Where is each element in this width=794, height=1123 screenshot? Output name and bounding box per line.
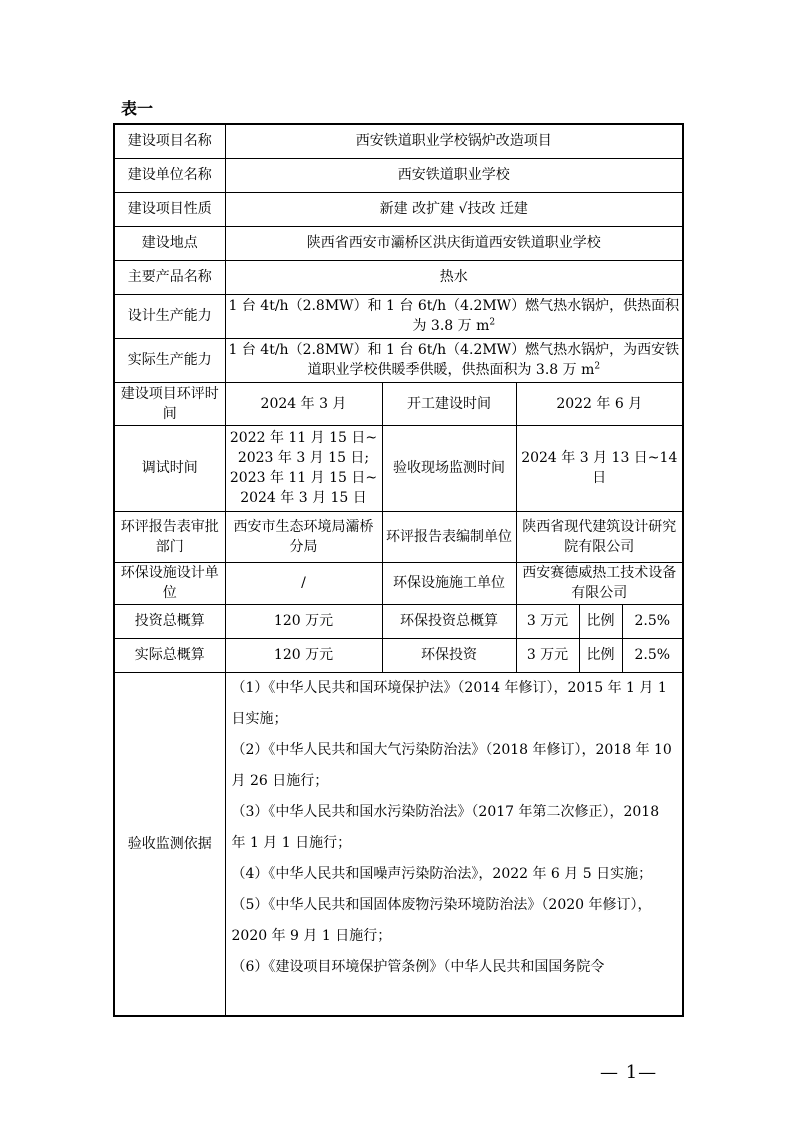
value-unit-name: 西安铁道职业学校 [225, 158, 683, 192]
value-investment: 120 万元 [225, 604, 382, 638]
label-design-capacity: 设计生产能力 [114, 294, 225, 338]
page-number: — 1— [600, 1062, 658, 1083]
label-actual-env-investment: 环保投资 [382, 638, 516, 672]
value-ratio: 2.5% [622, 604, 683, 638]
value-monitoring-time: 2024 年 3 月 13 日~14 日 [516, 425, 683, 511]
label-env-investment: 环保投资总概算 [382, 604, 516, 638]
label-investment: 投资总概算 [114, 604, 225, 638]
value-actual-ratio: 2.5% [622, 638, 683, 672]
row-facility [114, 562, 683, 604]
value-project-name: 西安铁道职业学校锅炉改造项目 [225, 124, 683, 158]
label-nature: 建设项目性质 [114, 192, 225, 226]
row-design-capacity [114, 294, 683, 338]
basis-item: （5）《中华人民共和国固体废物污染环境防治法》（2020 年修订），2020 年 9 月 1 日施行； [231, 896, 652, 944]
row-actual-investment [114, 638, 683, 672]
value-eia-time: 2024 年 3 月 [225, 382, 382, 425]
value-facility-design: / [225, 562, 382, 604]
label-ratio: 比例 [579, 604, 622, 638]
value-start-time: 2022 年 6 月 [516, 382, 683, 425]
value-env-investment: 3 万元 [516, 604, 579, 638]
value-basis [225, 672, 683, 1016]
actual-capacity-text: 1 台 4t/h（2.8MW）和 1 台 6t/h（4.2MW）燃气热水锅炉，为西安铁道职业学校供暖季供暖，供热面积为 3.8 万 m [228, 342, 680, 378]
row-debug-time [114, 425, 683, 511]
section-heading: 表一 [121, 99, 154, 118]
value-product: 热水 [225, 260, 683, 294]
value-report-unit: 陕西省现代建筑设计研究院有限公司 [516, 511, 683, 562]
value-actual-env-investment: 3 万元 [516, 638, 579, 672]
row-location [114, 226, 683, 260]
debug-time-line: 2022 年 11 月 15 日~ [229, 430, 378, 446]
value-facility-build: 西安赛德威热工技术设备有限公司 [516, 562, 683, 604]
value-actual-capacity [225, 338, 683, 382]
basis-item: （4）《中华人民共和国噪声污染防治法》，2022 年 6 月 5 日实施； [231, 865, 653, 882]
basis-item: （6）《建设项目环境保护管条例》（中华人民共和国国务院令 [231, 958, 605, 975]
row-project-name [114, 124, 683, 158]
value-design-capacity [225, 294, 683, 338]
value-actual-investment: 120 万元 [225, 638, 382, 672]
value-location: 陕西省西安市灞桥区洪庆街道西安铁道职业学校 [225, 226, 683, 260]
label-actual-capacity: 实际生产能力 [114, 338, 225, 382]
label-debug-time: 调试时间 [114, 425, 225, 511]
label-basis: 验收监测依据 [114, 672, 225, 1016]
basis-item: （3）《中华人民共和国水污染防治法》（2017 年第二次修正），2018 年 1 月 1 日施行； [231, 803, 660, 851]
row-investment [114, 604, 683, 638]
design-capacity-sup: 2 [489, 317, 496, 328]
label-facility-build: 环保设施施工单位 [382, 562, 516, 604]
label-approval-dept: 环评报告表审批部门 [114, 511, 225, 562]
row-approval [114, 511, 683, 562]
label-report-unit: 环评报告表编制单位 [382, 511, 516, 562]
basis-item: （1）《中华人民共和国环境保护法》（2014 年修订），2015 年 1 月 1 日实施； [231, 679, 667, 727]
label-monitoring-time: 验收现场监测时间 [382, 425, 516, 511]
value-approval-dept: 西安市生态环境局灞桥分局 [225, 511, 382, 562]
debug-time-line: 2023 年 11 月 15 日~ [229, 470, 378, 486]
row-unit-name [114, 158, 683, 192]
row-eia-time [114, 382, 683, 425]
label-location: 建设地点 [114, 226, 225, 260]
label-eia-time: 建设项目环评时间 [114, 382, 225, 425]
value-debug-time [225, 425, 382, 511]
row-product [114, 260, 683, 294]
label-project-name: 建设项目名称 [114, 124, 225, 158]
debug-time-line: 2024 年 3 月 15 日 [240, 490, 367, 506]
row-basis [114, 672, 683, 1016]
project-info-table [113, 123, 684, 1017]
label-actual-ratio: 比例 [579, 638, 622, 672]
label-facility-design: 环保设施设计单位 [114, 562, 225, 604]
label-product: 主要产品名称 [114, 260, 225, 294]
value-nature: 新建 改扩建 √技改 迁建 [225, 192, 683, 226]
label-actual-investment: 实际总概算 [114, 638, 225, 672]
actual-capacity-sup: 2 [594, 361, 601, 372]
label-start-time: 开工建设时间 [382, 382, 516, 425]
debug-time-line: 2023 年 3 月 15 日; [237, 450, 370, 466]
design-capacity-text: 1 台 4t/h（2.8MW）和 1 台 6t/h（4.2MW）燃气热水锅炉，供热面积为 3.8 万 m [228, 298, 680, 334]
row-actual-capacity [114, 338, 683, 382]
label-unit-name: 建设单位名称 [114, 158, 225, 192]
basis-item: （2）《中华人民共和国大气污染防治法》（2018 年修订），2018 年 10 月 26 日施行； [231, 741, 672, 789]
row-nature [114, 192, 683, 226]
